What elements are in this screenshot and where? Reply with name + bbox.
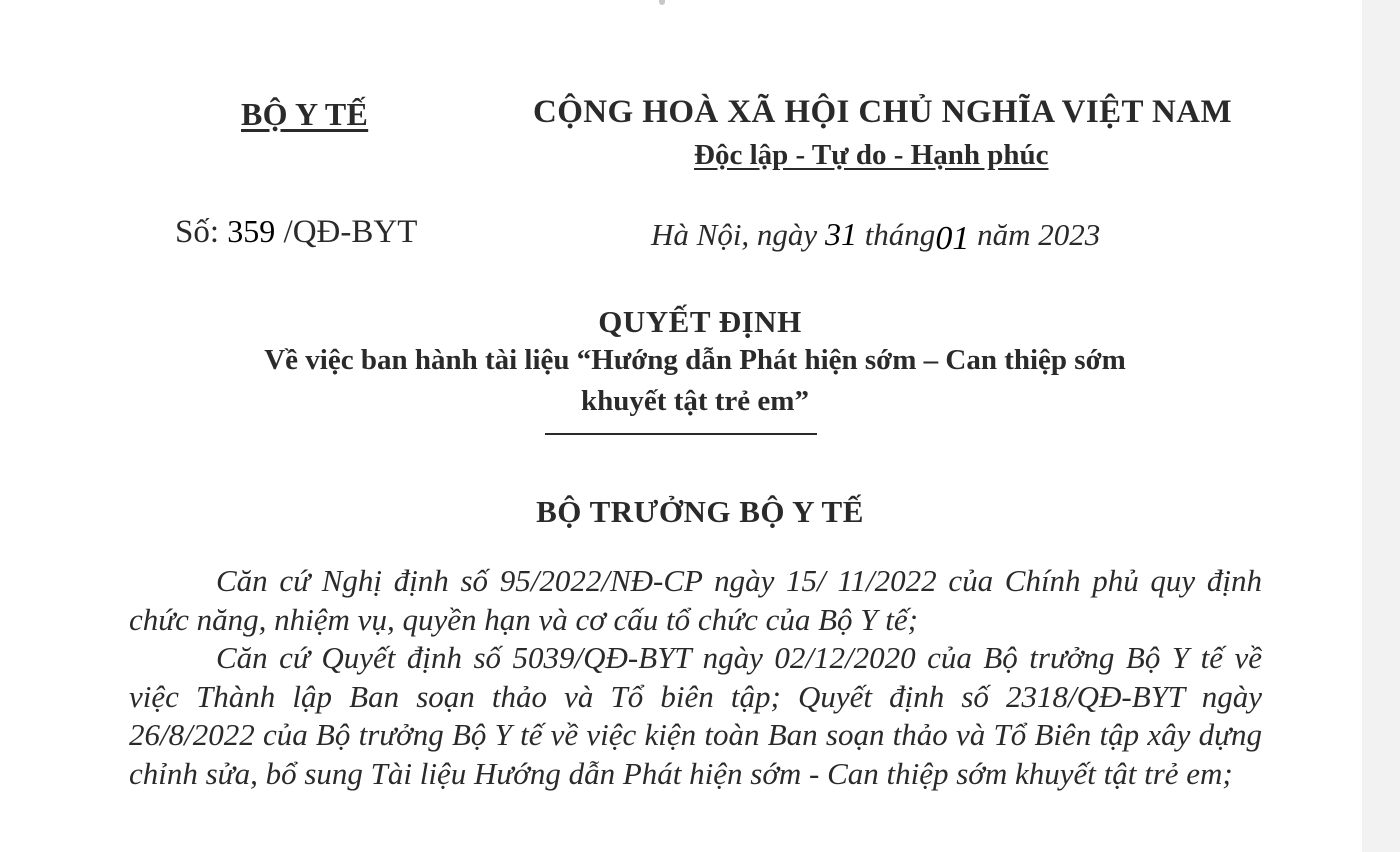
page-edge	[1362, 0, 1400, 852]
date-day: 31	[824, 216, 857, 252]
title-underline	[545, 433, 817, 435]
preamble-paragraph: Căn cứ Quyết định số 5039/QĐ-BYT ngày 02/12/2020 của Bộ trưởng Bộ Y tế về việc Thành lập Ban soạn thảo và Tổ biên tập; Quyết định số 2318/QĐ-BYT ngày 26/8/2022 của Bộ trưởng Bộ Y tế về việc kiện toàn Ban soạn thảo và Tổ Biên tập xây dựng chỉnh sửa, bổ sung Tài liệu Hướng dẫn Phát hiện sớm - Can thiệp sớm khuyết tật trẻ em;	[129, 640, 1262, 791]
decision-subject	[175, 340, 1215, 422]
preamble	[129, 562, 1262, 793]
decision-title: QUYẾT ĐỊNH	[598, 304, 802, 339]
place-and-date	[651, 216, 1101, 257]
preamble-paragraph: Căn cứ Nghị định số 95/2022/NĐ-CP ngày 15/ 11/2022 của Chính phủ quy định chức năng, nhiệm vụ, quyền hạn và cơ cấu tổ chức của Bộ Y tế;	[129, 563, 1262, 637]
date-month: 01	[935, 220, 970, 257]
month-label: tháng	[864, 217, 936, 252]
national-title: CỘNG HOÀ XÃ HỘI CHỦ NGHĨA VIỆT NAM	[533, 94, 1233, 130]
issuing-agency: BỘ Y TẾ	[241, 96, 369, 132]
subject-line-1: Về việc ban hành tài liệu “Hướng dẫn Phát hiện sớm – Can thiệp sớm	[264, 344, 1126, 376]
document-number-prefix: Số:	[175, 214, 220, 250]
year-label: năm 2023	[977, 217, 1101, 252]
document-number	[175, 213, 417, 251]
document-number-suffix: /QĐ-BYT	[283, 214, 418, 250]
national-motto: Độc lập - Tự do - Hạnh phúc	[694, 139, 1049, 171]
subject-line-2: khuyết tật trẻ em”	[581, 385, 809, 417]
place-label: Hà Nội, ngày	[651, 217, 818, 252]
scan-mark	[659, 0, 665, 5]
document-number-value: 359	[227, 213, 276, 249]
issuing-authority: BỘ TRƯỞNG BỘ Y TẾ	[536, 494, 864, 529]
